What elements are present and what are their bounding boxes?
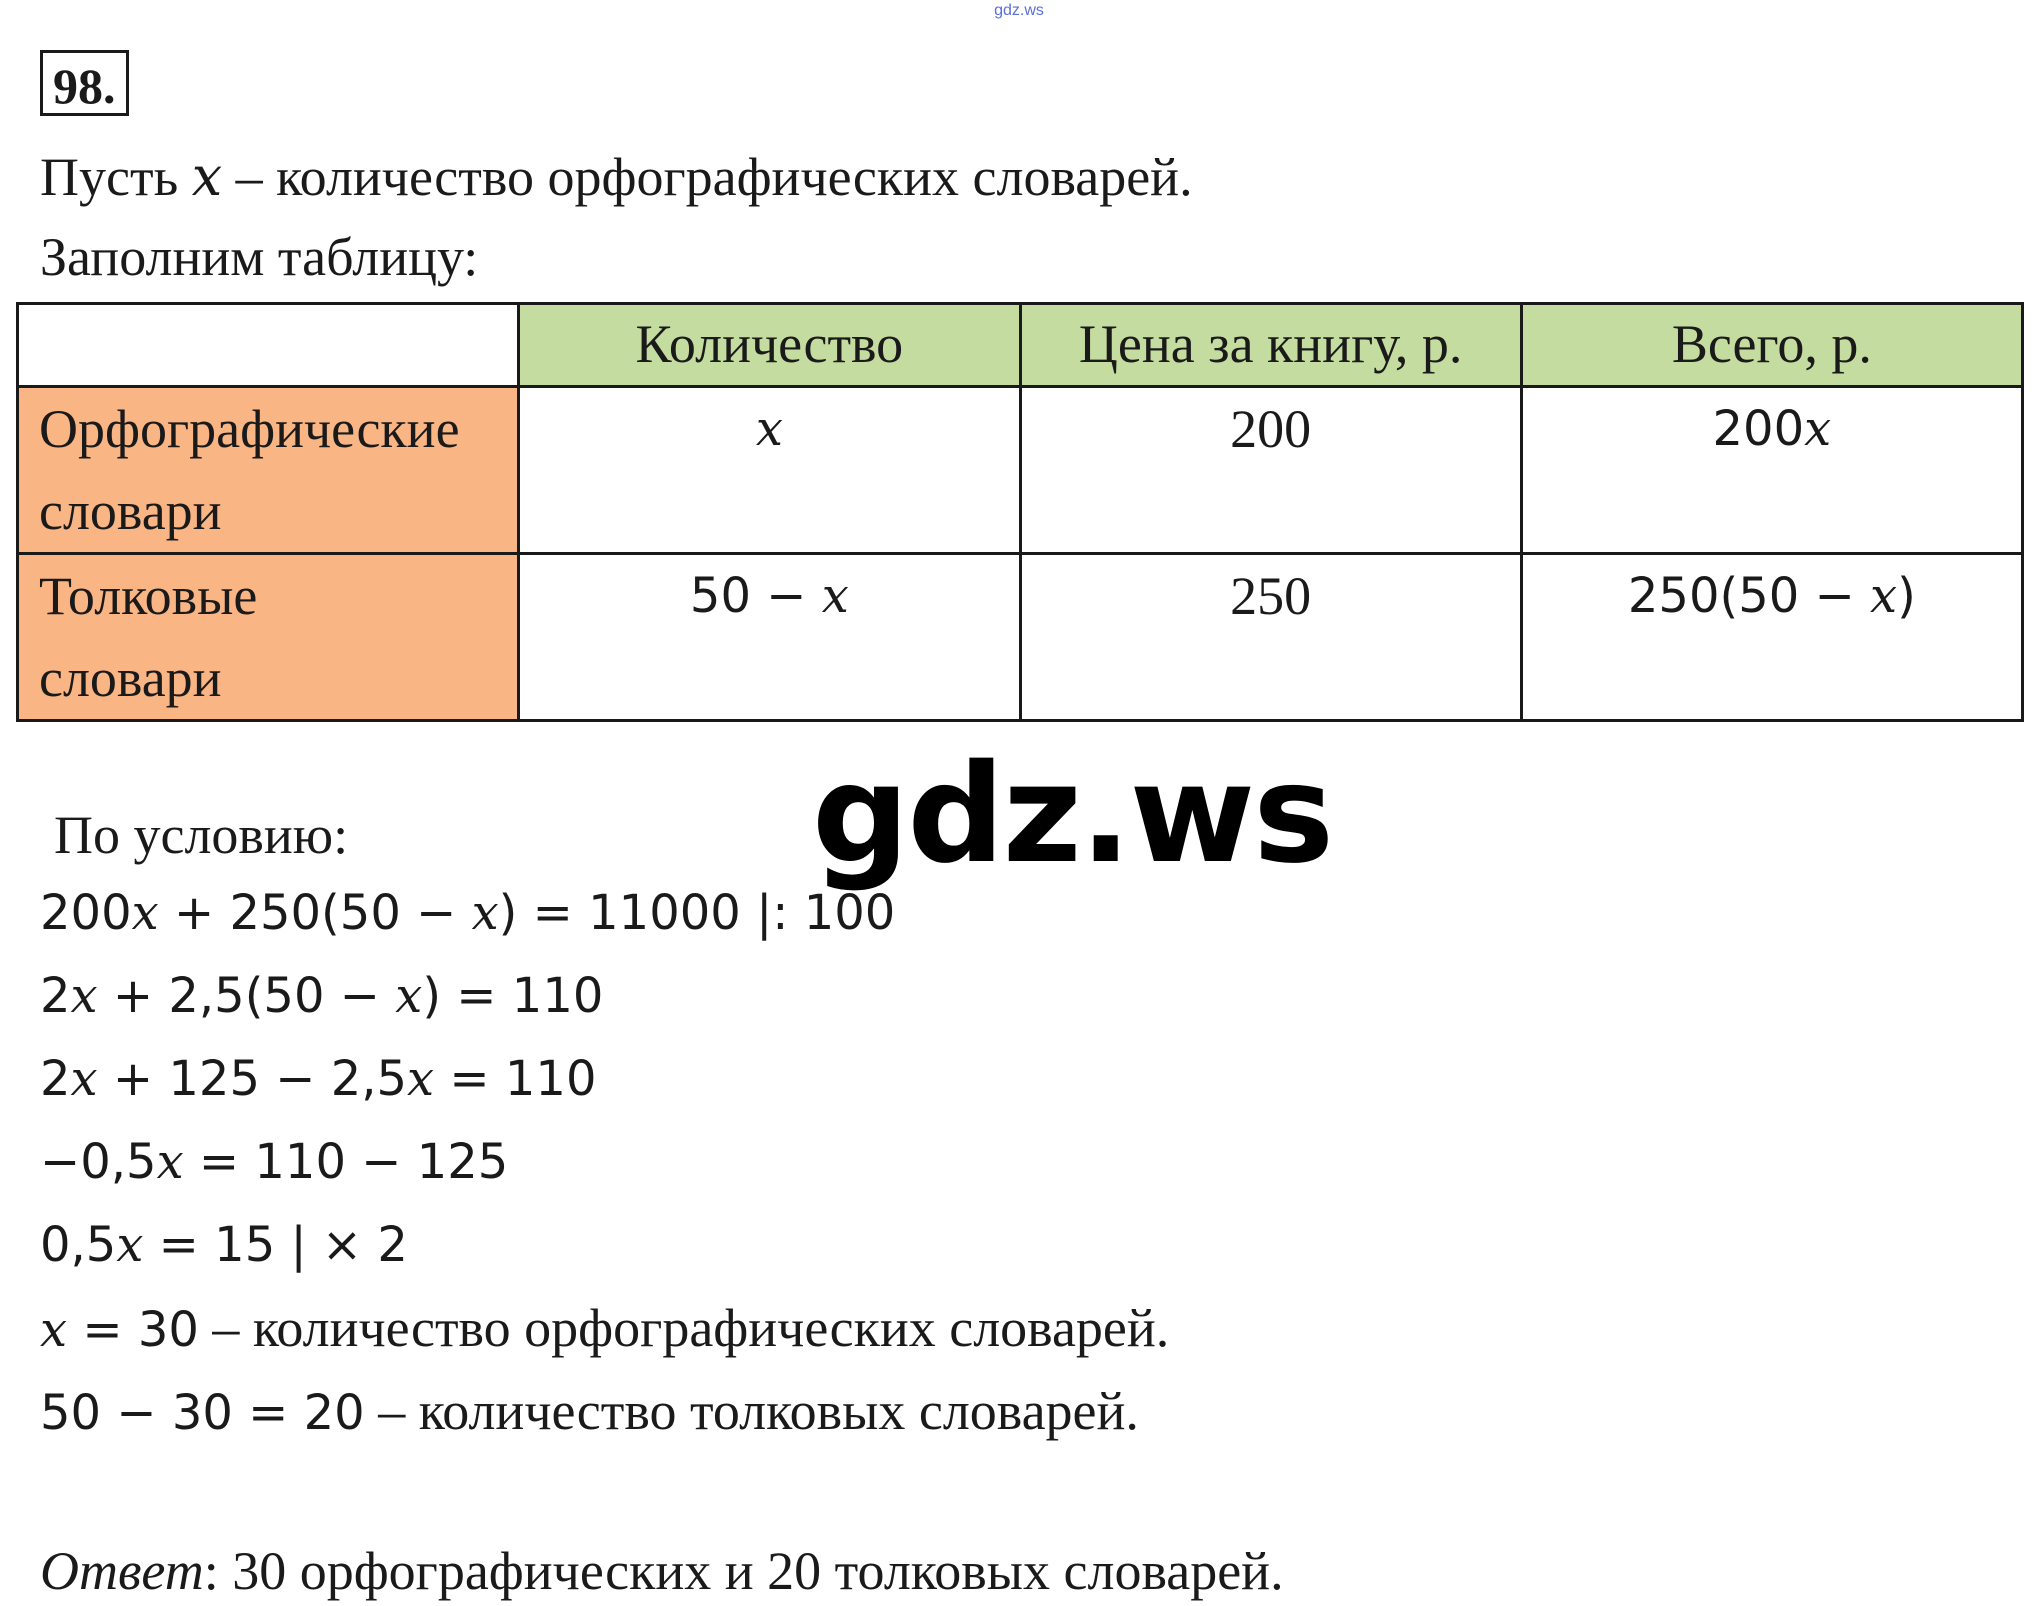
result-text: – количество толковых словарей.: [364, 1381, 1139, 1441]
condition-label: По условию:: [54, 805, 349, 865]
result-math: [40, 1302, 199, 1358]
result-line-spelling: [40, 1293, 1169, 1365]
answer-label: Ответ: [40, 1541, 204, 1601]
intro-let-line: [40, 142, 1193, 212]
cell-quantity: [519, 554, 1020, 721]
table-corner-cell: [18, 304, 519, 387]
header-price: Цена за книгу, р.: [1020, 304, 1521, 387]
intro-variable: x: [191, 145, 223, 208]
header-quantity: Количество: [519, 304, 1020, 387]
row-label-line: словари: [39, 481, 222, 541]
eq-var: x: [70, 1051, 98, 1107]
row-label-explanatory: [18, 554, 519, 721]
equation-line-5: [40, 1210, 408, 1280]
eq-part: 0,5: [40, 1217, 117, 1273]
cell-total-prefix: 250(50 −: [1627, 568, 1871, 624]
row-label-line: Толковые: [39, 566, 258, 626]
cell-quantity-var: x: [821, 568, 849, 624]
intro-let-suffix: – количество орфографических словарей.: [222, 147, 1193, 207]
eq-part: −0,5: [40, 1134, 157, 1190]
eq-part: 200: [40, 885, 132, 941]
intro-let-prefix: Пусть: [40, 147, 192, 207]
eq-part: ) = 11000 |: 100: [498, 885, 896, 941]
cell-total-num: 200: [1712, 401, 1805, 457]
eq-part: = 30: [67, 1302, 199, 1358]
equation-line-2: [40, 961, 603, 1031]
row-label-line: словари: [39, 648, 222, 708]
result-text: – количество орфографических словарей.: [198, 1298, 1170, 1358]
answer-line: [40, 1536, 1284, 1606]
table-row: [18, 554, 2023, 721]
equation-line-3: [40, 1044, 596, 1114]
task-number: 98.: [40, 50, 129, 116]
table-header-row: [18, 304, 2023, 387]
cell-quantity: [519, 387, 1020, 554]
eq-var: x: [116, 1217, 144, 1273]
eq-var: x: [407, 1051, 435, 1107]
cell-total-var: x: [1870, 568, 1898, 624]
eq-var: x: [471, 885, 499, 941]
cell-price: 250: [1020, 554, 1521, 721]
eq-part: + 250(50 −: [158, 885, 472, 941]
result-math: 50 − 30 = 20: [40, 1385, 365, 1441]
cell-total-var: x: [1804, 401, 1832, 457]
result-line-explanatory: [40, 1376, 1139, 1448]
eq-part: = 110 − 125: [183, 1134, 509, 1190]
cell-quantity-num: 50 −: [689, 568, 822, 624]
eq-part: + 125 − 2,5: [97, 1051, 408, 1107]
row-label-spelling: [18, 387, 519, 554]
eq-part: ) = 110: [422, 968, 604, 1024]
eq-var: x: [131, 885, 159, 941]
eq-part: = 15 | × 2: [143, 1217, 408, 1273]
table-row: [18, 387, 2023, 554]
eq-part: + 2,5(50 −: [97, 968, 396, 1024]
equation-line-1: [40, 878, 895, 948]
cell-total-suffix: ): [1897, 568, 1916, 624]
cell-total: [1521, 554, 2022, 721]
fill-table-line: Заполним таблицу:: [40, 227, 479, 287]
top-watermark: gdz.ws: [994, 2, 1044, 19]
eq-var: x: [395, 968, 423, 1024]
cell-total: [1521, 387, 2022, 554]
data-table: [16, 302, 2024, 722]
cell-price: 200: [1020, 387, 1521, 554]
cell-quantity-var: x: [755, 401, 783, 457]
equation-line-4: [40, 1127, 508, 1197]
eq-part: = 110: [434, 1051, 597, 1107]
site-watermark: gdz.ws: [812, 736, 1333, 894]
eq-part: 2: [40, 1051, 71, 1107]
eq-var: x: [70, 968, 98, 1024]
header-total: Всего, р.: [1521, 304, 2022, 387]
eq-var: x: [156, 1134, 184, 1190]
answer-text: : 30 орфографических и 20 толковых словарей.: [203, 1541, 1284, 1601]
eq-var: x: [40, 1302, 68, 1358]
eq-part: 2: [40, 968, 71, 1024]
row-label-line: Орфографические: [39, 399, 460, 459]
